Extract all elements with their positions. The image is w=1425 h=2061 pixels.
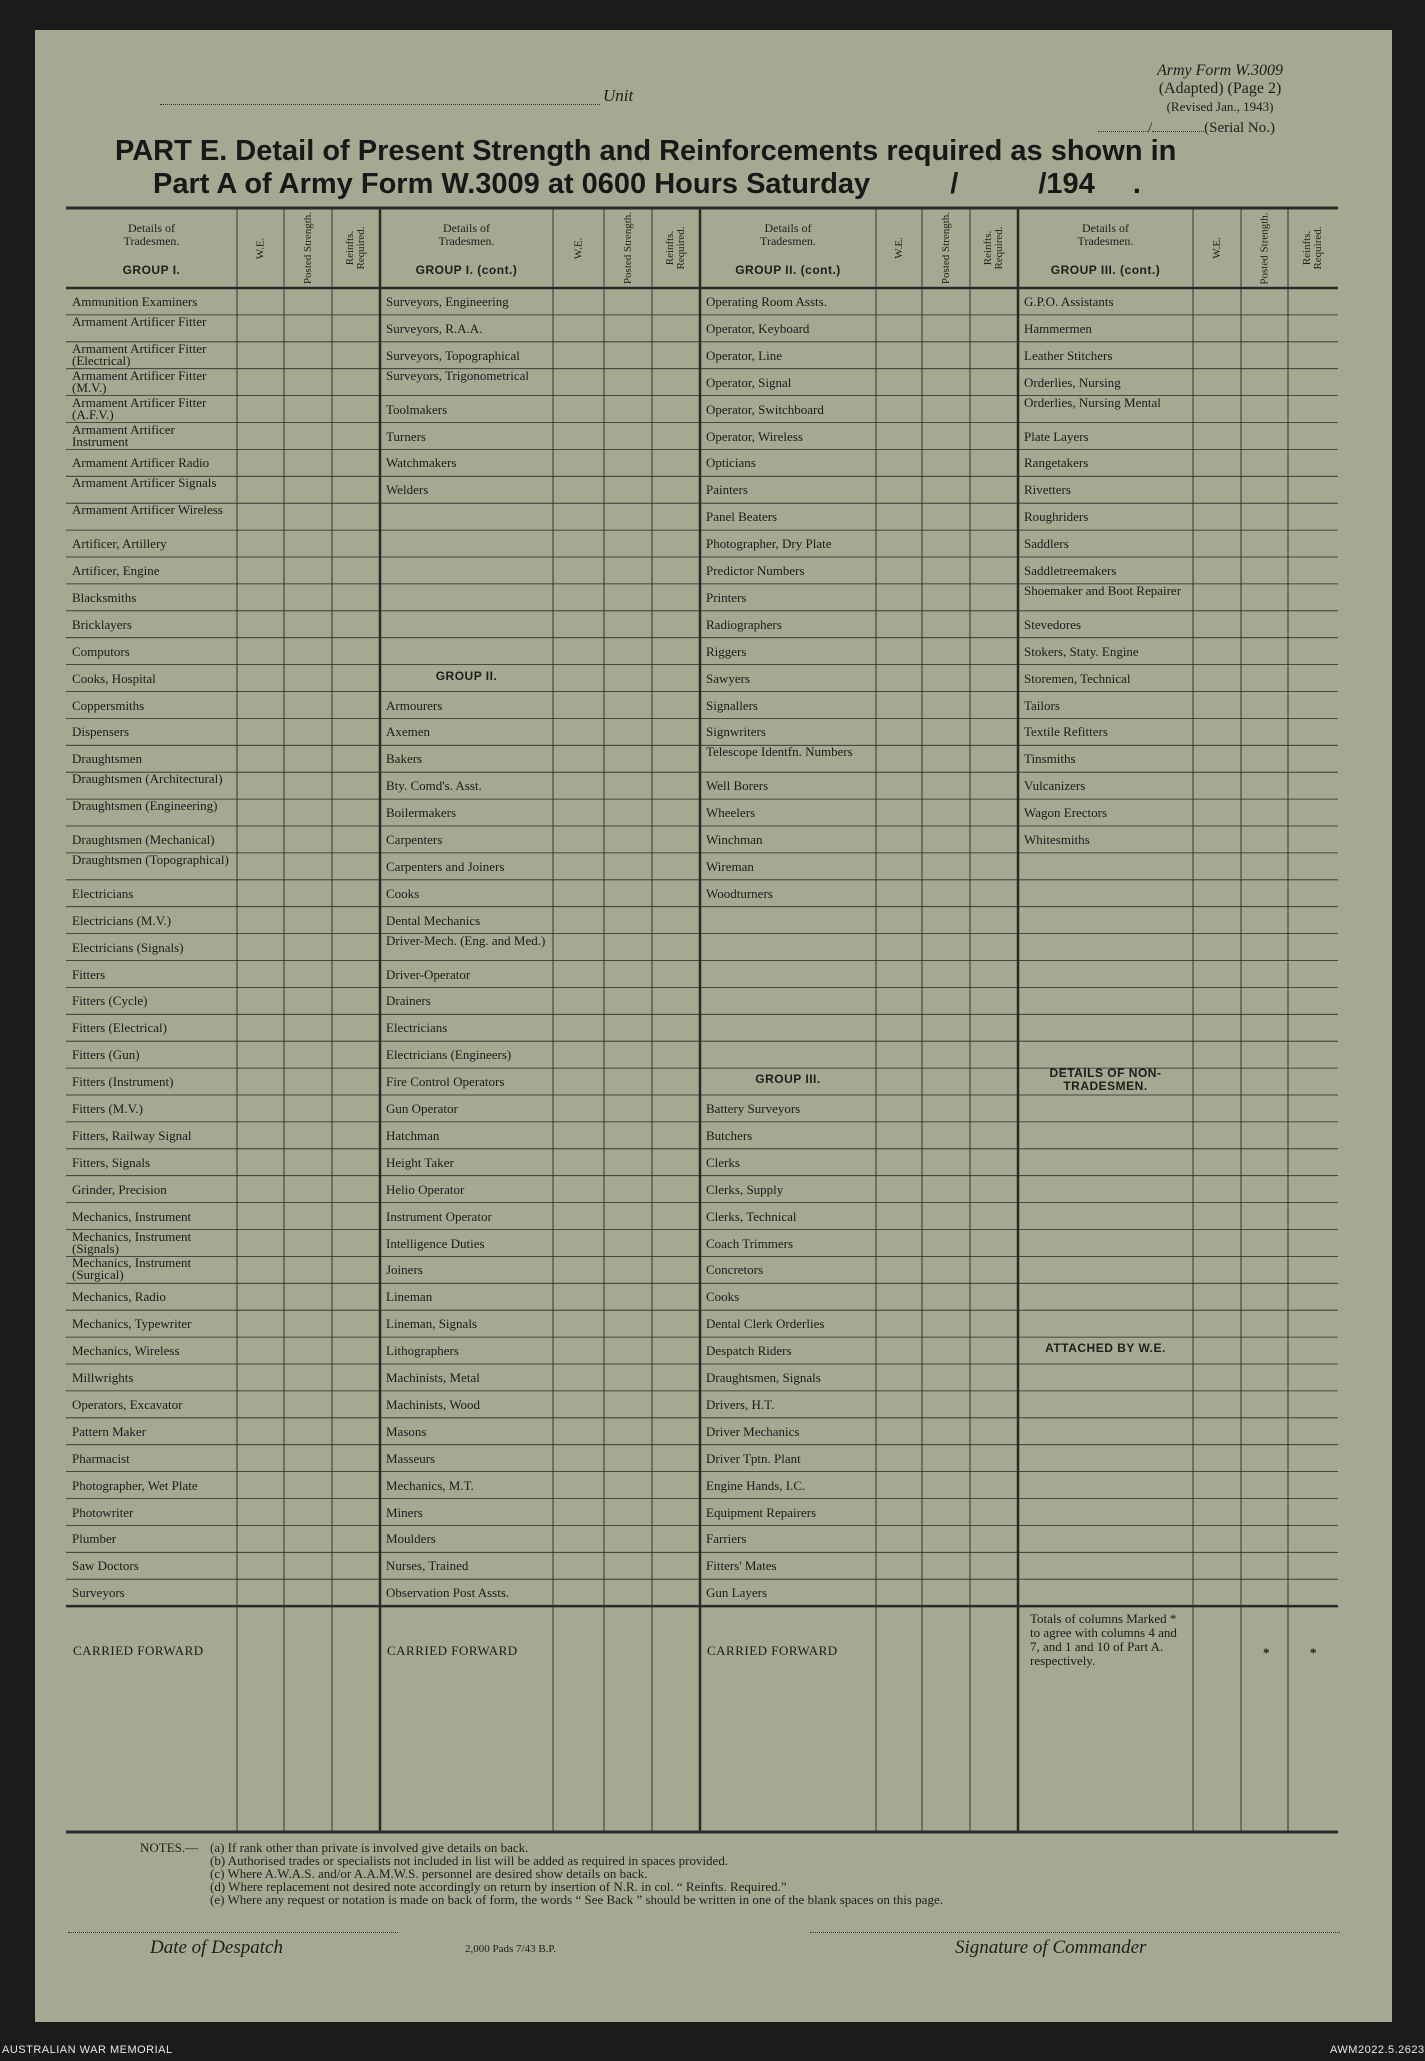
trade-label: Operating Room Assts. — [706, 294, 827, 309]
trade-label: Butchers — [706, 1127, 753, 1143]
trade-label: Wagon Erectors — [1024, 805, 1108, 821]
trade-label: Pattern Maker — [72, 1423, 147, 1439]
note-a: (a) If rank other than private is involved give details on back. — [210, 1840, 529, 1855]
notes — [140, 1841, 943, 1906]
trade-label: Photowriter — [72, 1504, 134, 1520]
trade-label: Sawyers — [706, 670, 751, 686]
trade-label: Computors — [72, 643, 130, 659]
section-heading: GROUP III. — [755, 1072, 821, 1087]
details-header: Details of Tradesmen. — [438, 221, 495, 248]
trade-label: Lineman — [386, 1289, 433, 1305]
trade-label: Fitters (Cycle) — [72, 993, 148, 1009]
we-header: W.E. — [254, 237, 266, 259]
trade-label: Shoemaker and Boot Repairer — [1024, 582, 1182, 598]
trade-label: Engine Hands, I.C. — [706, 1477, 806, 1493]
trade-label: Armament Artificer Fitter (A.F.V.) — [72, 394, 207, 422]
trade-label: Instrument Operator — [386, 1208, 492, 1224]
trade-label: Driver-Operator — [386, 966, 471, 982]
trade-label: Photographer, Dry Plate — [706, 536, 832, 552]
trade-label: Riggers — [706, 643, 747, 659]
trade-label: Operator, Wireless — [706, 428, 803, 444]
trade-label: Drivers, H.T. — [706, 1396, 775, 1412]
trade-label: Signwriters — [706, 724, 766, 740]
trade-label: Draughtsmen (Engineering) — [72, 798, 218, 814]
trade-label: Machinists, Wood — [386, 1396, 481, 1412]
title-text: Part A of Army Form W.3009 at 0600 Hours Saturday — [153, 168, 871, 200]
posted-strength-header: Posted Strength. — [939, 211, 952, 285]
watermark-left: AUSTRALIAN WAR MEMORIAL — [2, 2044, 173, 2056]
trade-label: Surveyors, R.A.A. — [386, 320, 483, 336]
trade-label: Carpenters — [386, 832, 443, 847]
serial-number-field: / (Serial No.) — [1098, 120, 1275, 137]
trade-label: Mechanics, Instrument (Signals) — [72, 1228, 192, 1256]
trade-label: Draughtsmen (Topographical) — [72, 851, 229, 867]
trade-label: Helio Operator — [386, 1181, 465, 1197]
trade-label: Rangetakers — [1024, 455, 1089, 471]
trade-label: Tinsmiths — [1024, 751, 1076, 767]
trade-label: Fitters, Railway Signal — [72, 1127, 192, 1143]
trade-label: Dental Clerk Orderlies — [706, 1316, 825, 1332]
trade-label: Battery Surveyors — [706, 1101, 801, 1116]
group-header: GROUP II. (cont.) — [735, 263, 841, 277]
page-title-line-1: PART E. Detail of Present Strength and Reinforcements required as shown in — [115, 135, 1177, 167]
trade-label: Well Borers — [706, 778, 769, 794]
trade-label: Mechanics, M.T. — [386, 1477, 474, 1493]
trade-label: Painters — [706, 482, 748, 498]
trade-label: Cooks, Hospital — [72, 670, 156, 686]
trade-label: Surveyors, Topographical — [386, 347, 520, 363]
trade-label: Operators, Excavator — [72, 1396, 183, 1412]
trade-label: Dispensers — [72, 724, 130, 740]
title-slash: / — [950, 168, 959, 200]
trade-label: Draughtsmen, Signals — [706, 1370, 821, 1385]
trade-label: Fitters, Signals — [72, 1154, 151, 1170]
trade-label: Orderlies, Nursing Mental — [1024, 394, 1161, 410]
trade-label: Moulders — [386, 1531, 436, 1547]
posted-strength-header: Posted Strength. — [301, 211, 314, 285]
trade-label: Fitters (Instrument) — [72, 1074, 174, 1090]
trade-label: Artificer, Engine — [72, 563, 160, 578]
trade-label: Watchmakers — [386, 455, 457, 471]
trade-label: Machinists, Metal — [386, 1370, 480, 1385]
trade-label: Gun Operator — [386, 1101, 458, 1116]
trade-label: Draughtsmen (Architectural) — [72, 771, 223, 787]
trade-label: Surveyors, Trigonometrical — [386, 367, 529, 383]
trade-label: Mechanics, Typewriter — [72, 1316, 192, 1332]
trade-label: Intelligence Duties — [386, 1235, 485, 1251]
trade-label: Armament Artificer Signals — [72, 475, 217, 491]
trade-label: Fitters (Electrical) — [72, 1020, 167, 1036]
serial-label: (Serial No.) — [1204, 120, 1275, 136]
note-c: (c) Where A.W.A.S. and/or A.A.M.W.S. personnel are desired show details on back. — [210, 1866, 648, 1881]
trade-label: Driver Mechanics — [706, 1423, 800, 1439]
reinforcements-required-header: Reinfts. Required. — [982, 226, 1005, 270]
trade-label: Mechanics, Radio — [72, 1289, 166, 1305]
posted-strength-header: Posted Strength. — [621, 211, 634, 285]
trade-label: Fitters (Gun) — [72, 1047, 140, 1063]
trade-label: Clerks, Technical — [706, 1208, 797, 1224]
we-header: W.E. — [572, 237, 584, 259]
trade-label: Orderlies, Nursing — [1024, 374, 1121, 390]
trade-label: Armourers — [386, 697, 443, 713]
trade-label: Armament Artificer Radio — [72, 455, 210, 471]
trade-label: Photographer, Wet Plate — [72, 1477, 198, 1493]
trade-label: Toolmakers — [386, 401, 448, 417]
trade-label: Armament Artificer Wireless — [72, 502, 223, 518]
trade-label: Signallers — [706, 697, 758, 713]
trade-label: Wireman — [706, 858, 754, 874]
trade-label: Plate Layers — [1024, 428, 1089, 444]
trade-label: Mechanics, Instrument (Surgical) — [72, 1255, 192, 1283]
trade-label: Winchman — [706, 832, 763, 847]
trade-label: Saddlers — [1024, 536, 1069, 552]
trade-label: Draughtsmen (Mechanical) — [72, 832, 215, 847]
reinforcements-required-header: Reinfts. Required. — [664, 226, 687, 270]
trade-label: Farriers — [706, 1531, 747, 1547]
trade-label: Roughriders — [1024, 509, 1089, 525]
trade-label: Drainers — [386, 993, 431, 1009]
trade-label: Clerks, Supply — [706, 1181, 784, 1197]
details-header: Details of Tradesmen. — [1077, 221, 1134, 248]
trade-label: Concretors — [706, 1262, 764, 1278]
trade-label: Cooks — [706, 1289, 740, 1305]
trade-label: Hammermen — [1024, 320, 1092, 336]
trade-label: Miners — [386, 1504, 423, 1520]
posted-asterisk: * — [1263, 1645, 1270, 1661]
trade-label: Observation Post Assts. — [386, 1585, 510, 1601]
trade-label: Armament Artificer Fitter (M.V.) — [72, 367, 207, 395]
trade-label: Coach Trimmers — [706, 1235, 794, 1251]
section-heading: GROUP II. — [435, 668, 498, 683]
trade-label: Lithographers — [386, 1343, 459, 1359]
trade-label: Cooks — [386, 885, 420, 901]
trade-label: Masseurs — [386, 1450, 436, 1466]
trade-label: Saw Doctors — [72, 1558, 139, 1574]
trade-label: Boilermakers — [386, 805, 457, 821]
carried-forward-label: CARRIED FORWARD — [707, 1643, 838, 1659]
trade-label: Fitters — [72, 966, 106, 982]
group-header: GROUP I. — [122, 263, 181, 277]
trade-label: Driver-Mech. (Eng. and Med.) — [386, 932, 546, 948]
trade-label: Telescope Identfn. Numbers — [706, 744, 853, 760]
trade-label: Operator, Line — [706, 347, 783, 363]
note-e: (e) Where any request or notation is made on back of form, the words “ See Back ” should be written in one of the blank spaces on this page. — [210, 1892, 943, 1907]
trade-label: Surveyors, Engineering — [386, 294, 509, 309]
printer-imprint: 2,000 Pads 7/43 B.P. — [465, 1943, 557, 1955]
trade-label: Rivetters — [1024, 482, 1071, 498]
trade-label: Mechanics, Instrument — [72, 1208, 192, 1224]
trade-label: Storemen, Technical — [1024, 670, 1131, 686]
trade-label: Lineman, Signals — [386, 1316, 477, 1332]
trade-label: Height Taker — [386, 1154, 454, 1170]
trade-label: Armament Artificer Instrument — [72, 421, 175, 449]
reinfts-asterisk: * — [1310, 1645, 1317, 1661]
trade-label: Welders — [386, 482, 429, 498]
watermark-right: AWM2022.5.2623 — [1330, 2044, 1425, 2056]
reinforcements-required-header: Reinfts. Required. — [344, 226, 367, 270]
trade-label: Fire Control Operators — [386, 1074, 505, 1090]
trade-label: Equipment Repairers — [706, 1504, 817, 1520]
note-d: (d) Where replacement not desired note accordingly on return by insertion of N.R. in col. “ Reinfts. Required.” — [210, 1879, 787, 1894]
trade-label: Wheelers — [706, 805, 756, 821]
trade-label: Millwrights — [72, 1370, 134, 1385]
trade-label: Predictor Numbers — [706, 563, 805, 578]
trade-label: Tailors — [1024, 697, 1060, 713]
posted-strength-header: Posted Strength. — [1258, 211, 1270, 285]
trade-label: Vulcanizers — [1024, 778, 1086, 794]
trade-label: Operator, Keyboard — [706, 320, 810, 336]
trade-label: Electricians — [386, 1020, 448, 1036]
totals-note: Totals of columns Marked * to agree with columns 4 and 7, and 1 and 10 of Part A. respectively. — [1030, 1611, 1177, 1669]
trade-label: Coppersmiths — [72, 697, 145, 713]
trade-label: Draughtsmen — [72, 751, 143, 767]
trade-label: Turners — [386, 428, 426, 444]
reinforcements-required-header: Reinfts. Required. — [1301, 226, 1324, 270]
trade-label: Fitters (M.V.) — [72, 1101, 143, 1116]
trade-label: Blacksmiths — [72, 589, 137, 605]
trade-label: Woodturners — [706, 885, 773, 901]
trade-label: Fitters' Mates — [706, 1558, 777, 1574]
trade-label: Operator, Switchboard — [706, 401, 824, 417]
trade-label: Nurses, Trained — [386, 1558, 469, 1574]
trade-label: Leather Stitchers — [1024, 347, 1113, 363]
date-of-despatch-label: Date of Despatch — [150, 1937, 283, 1958]
trade-label: Stokers, Staty. Engine — [1024, 643, 1139, 659]
carried-forward-label: CARRIED FORWARD — [73, 1643, 204, 1659]
trade-label: Bricklayers — [72, 616, 132, 632]
trade-label: Stevedores — [1024, 616, 1082, 632]
trade-label: Whitesmiths — [1024, 832, 1090, 847]
group-header: GROUP I. (cont.) — [415, 263, 518, 277]
trade-label: Masons — [386, 1423, 427, 1439]
trade-label: Textile Refitters — [1024, 724, 1108, 740]
trade-label: Joiners — [386, 1262, 423, 1278]
trade-label: Gun Layers — [706, 1585, 768, 1601]
trade-label: Panel Beaters — [706, 509, 778, 525]
section-heading: DETAILS OF NON-TRADESMEN. — [1049, 1066, 1162, 1094]
trade-label: Operator, Signal — [706, 374, 792, 390]
trade-label: Armament Artificer Fitter — [72, 313, 207, 329]
details-header: Details of Tradesmen. — [760, 221, 816, 248]
unit-label: Unit — [603, 86, 634, 105]
trade-label: Driver Tptn. Plant — [706, 1450, 801, 1466]
section-heading: ATTACHED BY W.E. — [1045, 1341, 1166, 1356]
trade-label: Saddletreemakers — [1024, 563, 1117, 578]
trade-label: Hatchman — [386, 1127, 440, 1143]
details-header: Details of Tradesmen. — [123, 221, 180, 248]
date-dotted-line — [68, 1932, 398, 1933]
form-line-2: (Adapted) (Page 2) — [1158, 80, 1282, 97]
trade-label: G.P.O. Assistants — [1024, 294, 1114, 309]
trade-label: Despatch Riders — [706, 1343, 792, 1359]
group-header: GROUP III. (cont.) — [1050, 263, 1161, 277]
trade-label: Opticians — [706, 455, 756, 471]
we-header: W.E. — [1210, 237, 1223, 259]
trade-label: Electricians (Signals) — [72, 939, 184, 955]
trade-label: Electricians — [72, 885, 134, 901]
trade-label: Surveyors — [72, 1585, 125, 1601]
trade-label: Radiographers — [706, 616, 782, 632]
signature-dotted-line — [810, 1932, 1340, 1933]
form-line-1: Army Form W.3009 — [1156, 62, 1284, 79]
trade-label: Carpenters and Joiners — [386, 858, 505, 874]
note-b: (b) Authorised trades or specialists not included in list will be added as required in spaces provided. — [210, 1853, 729, 1868]
trade-label: Artificer, Artillery — [72, 536, 167, 552]
trade-label: Axemen — [386, 724, 431, 740]
title-year: /194 — [1038, 168, 1095, 200]
form-line-3: (Revised Jan., 1943) — [1166, 99, 1274, 114]
trade-label: Clerks — [706, 1154, 740, 1170]
trade-label: Pharmacist — [72, 1450, 130, 1466]
trade-label: Ammunition Examiners — [72, 294, 198, 309]
trade-label: Bty. Comd's. Asst. — [386, 778, 482, 794]
trade-label: Electricians (M.V.) — [72, 912, 172, 928]
trade-label: Plumber — [72, 1531, 117, 1547]
title-dot: . — [1132, 168, 1141, 200]
trade-label: Mechanics, Wireless — [72, 1343, 180, 1359]
trade-label: Electricians (Engineers) — [386, 1047, 512, 1063]
carried-forward-label: CARRIED FORWARD — [387, 1643, 518, 1659]
trade-label: Armament Artificer Fitter (Electrical) — [72, 340, 207, 368]
trade-label: Grinder, Precision — [72, 1181, 167, 1197]
we-header: W.E. — [892, 237, 905, 259]
notes-label: NOTES.— — [140, 1840, 199, 1855]
trade-label: Dental Mechanics — [386, 912, 481, 928]
trade-label: Bakers — [386, 751, 423, 767]
trade-label: Printers — [706, 589, 747, 605]
signature-of-commander-label: Signature of Commander — [955, 1937, 1147, 1958]
